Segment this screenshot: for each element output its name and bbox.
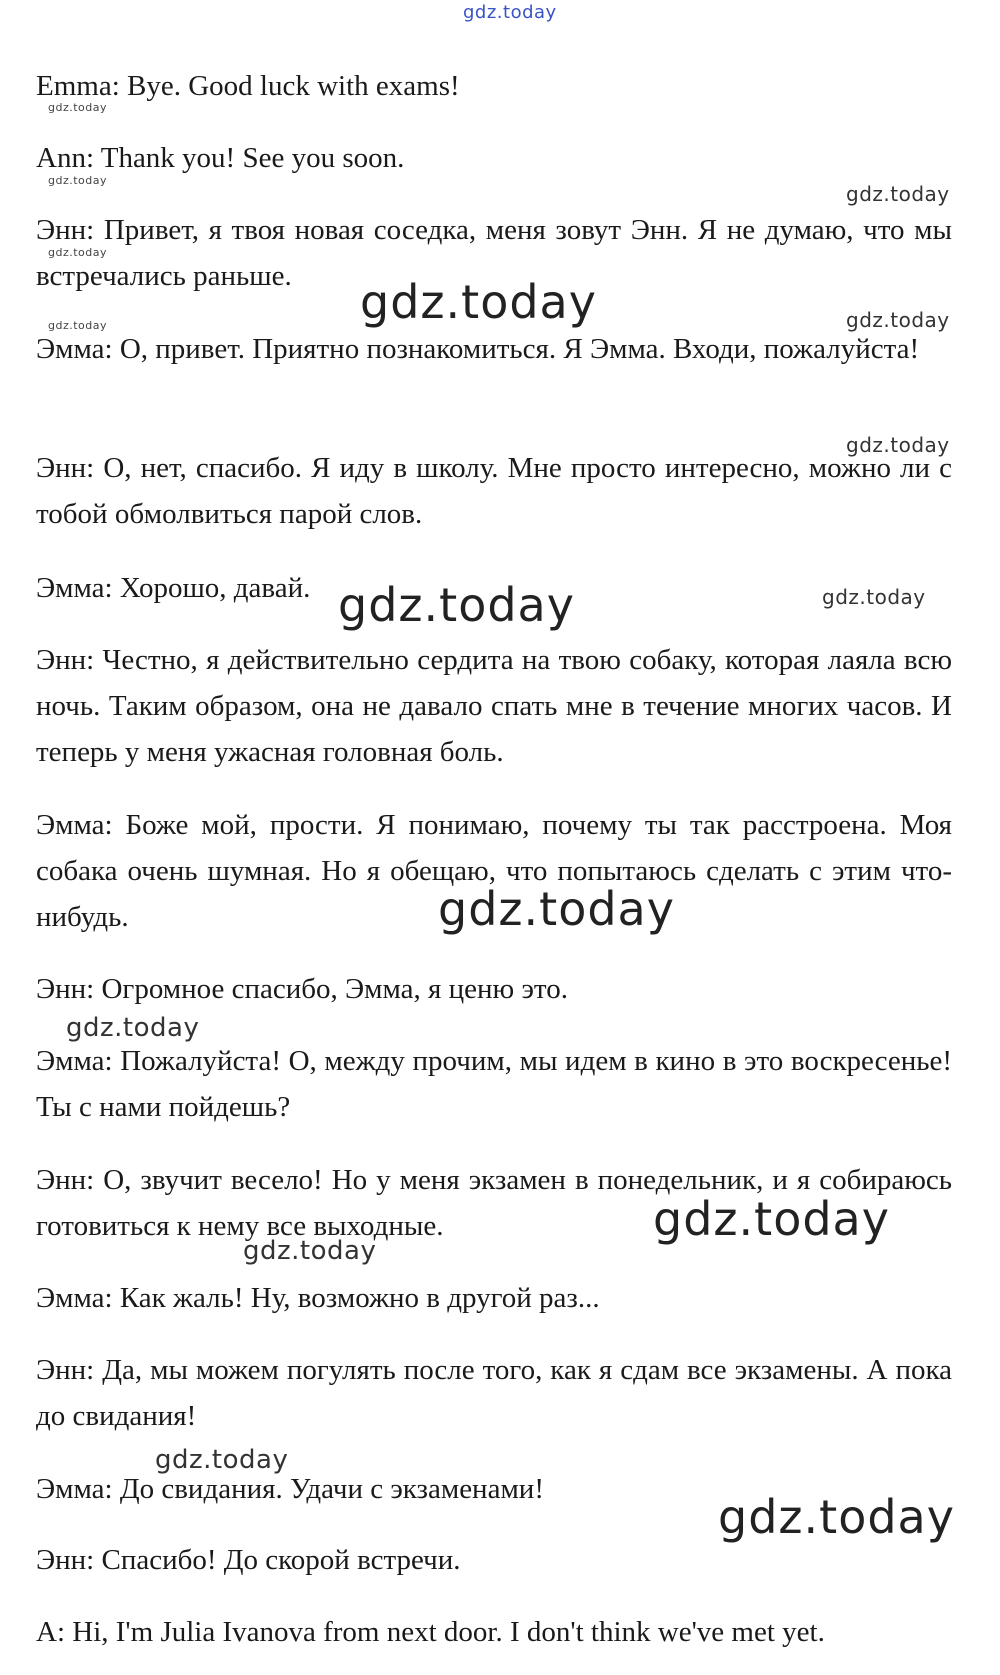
watermark: gdz.today <box>846 433 950 457</box>
dialogue-line: Энн: О, звучит весело! Но у меня экзамен в понедельник, и я собираюсь готовиться к нему все выходные. <box>36 1164 952 1242</box>
dialogue-line: Энн: Огромное спасибо, Эмма, я ценю это. <box>36 973 568 1005</box>
dialogue-line: Энн: Спасибо! До скорой встречи. <box>36 1544 461 1576</box>
dialogue-line: Эмма: Как жаль! Ну, возможно в другой раз... <box>36 1282 600 1314</box>
watermark: gdz.today <box>48 246 108 259</box>
watermark-large: gdz.today <box>360 275 597 329</box>
watermark: gdz.today <box>822 585 926 609</box>
dialogue-line: Энн: Привет, я твоя новая соседка, меня зовут Энн. Я не думаю, что мы встречались раньше. <box>36 214 952 292</box>
watermark: gdz.today <box>846 182 950 206</box>
watermark: gdz.today <box>48 319 108 332</box>
watermark: gdz.today <box>48 174 108 187</box>
watermark: gdz.today <box>66 1013 200 1043</box>
dialogue-line: Эмма: Пожалуйста! О, между прочим, мы идем в кино в это воскресенье! Ты с нами пойдешь? <box>36 1045 952 1123</box>
watermark-large: gdz.today <box>438 882 675 936</box>
dialogue-line: Эмма: Боже мой, прости. Я понимаю, почему ты так расстроена. Моя собака очень шумная. Но я обещаю, что попытаюсь сделать с этим что-нибудь. <box>36 809 952 933</box>
watermark: gdz.today <box>846 308 950 332</box>
dialogue-line: Эмма: До свидания. Удачи с экзаменами! <box>36 1473 544 1505</box>
dialogue-line: Эмма: Хорошо, давай. <box>36 572 311 604</box>
watermark-large: gdz.today <box>338 578 575 632</box>
dialogue-line: Энн: О, нет, спасибо. Я иду в школу. Мне просто интересно, можно ли с тобой обмолвиться парой слов. <box>36 452 952 530</box>
dialogue-line: Энн: Честно, я действительно сердита на твою собаку, которая лаяла всю ночь. Таким образом, она не давало спать мне в течение многих часов. И теперь у меня ужасная головная боль. <box>36 644 952 768</box>
watermark: gdz.today <box>155 1445 289 1475</box>
dialogue-line: Эмма: О, привет. Приятно познакомиться. Я Эмма. Входи, пожалуйста! <box>36 333 920 365</box>
watermark-large: gdz.today <box>653 1192 890 1246</box>
dialogue-line-julia-intro: A: Hi, I'm Julia Ivanova from next door. I don't think we've met yet. <box>36 1616 825 1648</box>
watermark-top: gdz.today <box>463 2 557 23</box>
dialogue-line-emma-bye: Emma: Bye. Good luck with exams! <box>36 70 460 102</box>
dialogue-line-ann-thanks: Ann: Thank you! See you soon. <box>36 142 405 174</box>
watermark: gdz.today <box>48 101 108 114</box>
dialogue-line: Энн: Да, мы можем погулять после того, как я сдам все экзамены. А пока до свидания! <box>36 1354 952 1432</box>
watermark-large: gdz.today <box>718 1490 955 1544</box>
watermark: gdz.today <box>243 1236 377 1266</box>
